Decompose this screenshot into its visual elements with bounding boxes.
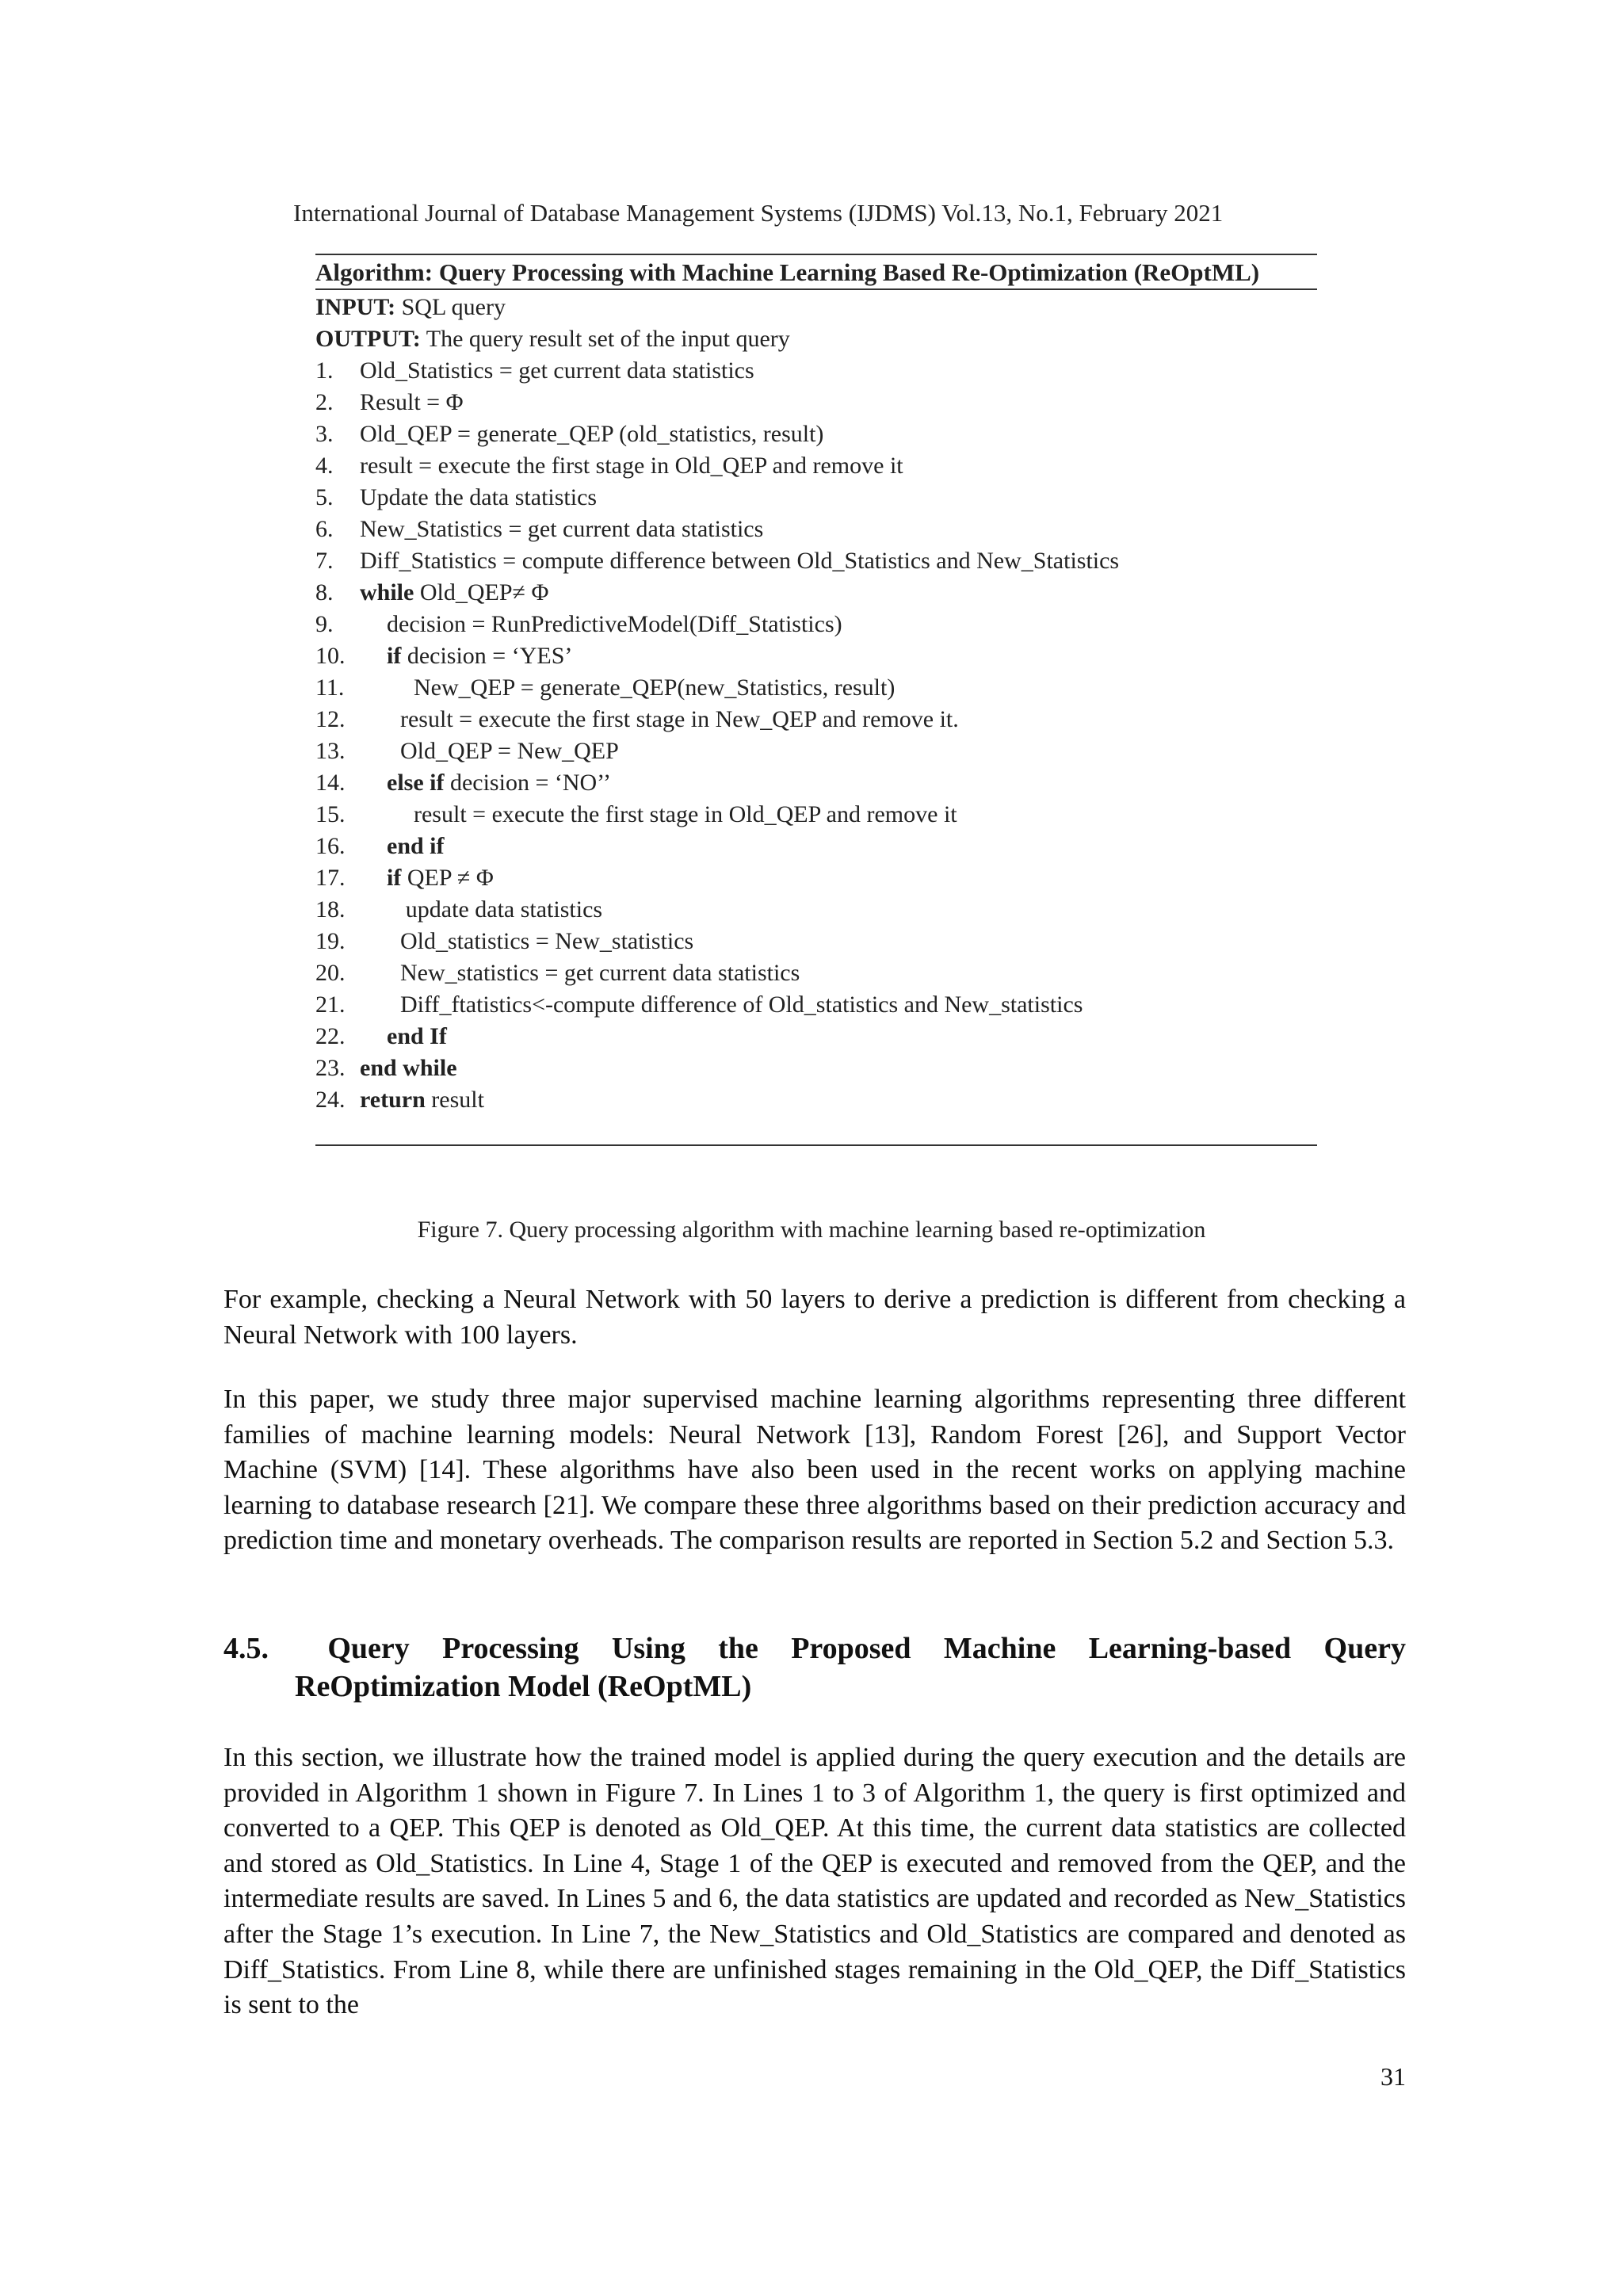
algorithm-statement: update data statistics [405, 896, 603, 923]
algorithm-line [315, 1021, 1317, 1052]
paragraph-2: In this paper, we study three major supervised machine learning algorithms representing three different families of machine learning models: Neural Network [13], Random Forest [26], and Support Vector Machine (SVM) [14]. These algorithms have also been used in the recent works on applying machine learning to database research [21]. We compare these three algorithms based on their prediction accuracy and prediction time and monetary overheads. The comparison results are reported in Section 5.2 and Section 5.3. [223, 1385, 1406, 1556]
algorithm-line-text [360, 482, 1317, 514]
output-label: OUTPUT: [315, 326, 421, 352]
algorithm-line-number: 3. [315, 421, 334, 447]
algorithm-line-text [360, 387, 1317, 418]
algorithm-statement: Old_Statistics = get current data statistics [360, 357, 754, 384]
algorithm-line [315, 640, 1317, 672]
algorithm-bottom-rule [315, 1144, 1317, 1146]
algorithm-line-text [360, 957, 1317, 989]
algorithm-line [315, 545, 1317, 577]
paragraph-1: For example, checking a Neural Network with 50 layers to derive a prediction is different from checking a Neural Network with 100 layers. [223, 1285, 1406, 1350]
algorithm-lines [315, 355, 1317, 1116]
paragraph-3: In this section, we illustrate how the trained model is applied during the query execution and the details are provided in Algorithm 1 shown in Figure 7. In Lines 1 to 3 of Algorithm 1, the query is first optimized and converted to a QEP. This QEP is denoted as Old_QEP. At this time, the current data statistics are collected and stored as Old_Statistics. In Line 4, Stage 1 of the QEP is executed and removed from the QEP, and the intermediate results are saved. In Lines 5 and 6, the data statistics are updated and recorded as New_Statistics after the Stage 1’s execution. In Line 7, the New_Statistics and Old_Statistics are compared and denoted as Diff_Statistics. From Line 8, while there are unfinished stages remaining in the Old_QEP, the Diff_Statistics is sent to the [223, 1743, 1406, 2020]
algorithm-input [315, 292, 1317, 323]
algorithm-line-text [360, 862, 1317, 894]
algorithm-line [315, 862, 1317, 894]
algorithm-line-number: 14. [315, 770, 346, 796]
algorithm-line-number: 22. [315, 1023, 346, 1049]
algorithm-statement: result = execute the first stage in Old_QEP and remove it [360, 453, 903, 479]
algorithm-line-number: 4. [315, 453, 334, 479]
heading-word: Query [1323, 1632, 1406, 1665]
algorithm-statement: decision = ‘NO’’ [444, 770, 611, 796]
algorithm-line-number: 23. [315, 1055, 346, 1081]
algorithm-line [315, 989, 1317, 1021]
algorithm-line-text [360, 355, 1317, 387]
algorithm-statement: result [425, 1087, 484, 1113]
algorithm-line [315, 1084, 1317, 1116]
algorithm-line-text [360, 894, 1317, 926]
algorithm-box [315, 254, 1317, 1146]
algorithm-line-number: 16. [315, 833, 346, 859]
algorithm-line-text [360, 450, 1317, 482]
algorithm-line [315, 957, 1317, 989]
heading-word: Learning-based [1088, 1632, 1292, 1665]
algorithm-line-number: 12. [315, 706, 346, 732]
algorithm-statement: Result = Φ [360, 389, 464, 415]
algorithm-keyword: if [387, 643, 402, 669]
output-text: The query result set of the input query [420, 326, 790, 352]
algorithm-keyword: end If [387, 1023, 447, 1049]
algorithm-statement: decision = ‘YES’ [401, 643, 573, 669]
algorithm-line-text [360, 1052, 1317, 1084]
algorithm-statement: Old_QEP = generate_QEP (old_statistics, result) [360, 421, 824, 447]
input-label: INPUT: [315, 294, 396, 320]
algorithm-line-number: 9. [315, 611, 334, 637]
algorithm-line [315, 514, 1317, 545]
algorithm-line-number: 2. [315, 389, 334, 415]
algorithm-keyword: while [360, 579, 414, 606]
algorithm-line-number: 8. [315, 579, 334, 606]
section-heading-line-1 [223, 1629, 1406, 1668]
algorithm-keyword: if [387, 865, 402, 891]
algorithm-line-number: 15. [315, 801, 346, 827]
algorithm-statement: New_statistics = get current data statistics [400, 960, 800, 986]
algorithm-title: Algorithm: Query Processing with Machine Learning Based Re-Optimization (ReOptML) [315, 258, 1260, 286]
algorithm-line-number: 20. [315, 960, 346, 986]
heading-word: Proposed [791, 1632, 911, 1665]
figure-caption: Figure 7. Query processing algorithm with machine learning based re-optimization [417, 1217, 1206, 1243]
algorithm-body [315, 292, 1317, 1116]
algorithm-keyword: return [360, 1087, 426, 1113]
algorithm-line [315, 577, 1317, 609]
algorithm-statement: Diff_ftatistics<-compute difference of Old_statistics and New_statistics [400, 991, 1083, 1018]
algorithm-statement: QEP ≠ Φ [401, 865, 494, 891]
algorithm-statement: New_Statistics = get current data statistics [360, 516, 764, 542]
algorithm-line-text [360, 735, 1317, 767]
section-heading [223, 1629, 1406, 1706]
algorithm-line [315, 735, 1317, 767]
algorithm-line-text [360, 767, 1317, 799]
algorithm-line [315, 1052, 1317, 1084]
algorithm-line-text [360, 514, 1317, 545]
algorithm-line-number: 17. [315, 865, 346, 891]
algorithm-line-text [360, 577, 1317, 609]
input-text: SQL query [395, 294, 506, 320]
algorithm-line-number: 6. [315, 516, 334, 542]
algorithm-statement: decision = RunPredictiveModel(Diff_Statistics) [387, 611, 842, 637]
algorithm-line-number: 5. [315, 484, 334, 510]
algorithm-output [315, 323, 1317, 355]
algorithm-line [315, 418, 1317, 450]
algorithm-line-number: 24. [315, 1087, 346, 1113]
algorithm-keyword: end if [387, 833, 445, 859]
algorithm-line-text [360, 418, 1317, 450]
algorithm-line-number: 18. [315, 896, 346, 923]
algorithm-line-text [360, 704, 1317, 735]
algorithm-line [315, 672, 1317, 704]
algorithm-line-number: 21. [315, 991, 346, 1018]
algorithm-line [315, 767, 1317, 799]
algorithm-statement: Update the data statistics [360, 484, 598, 510]
algorithm-line-text [360, 989, 1317, 1021]
algorithm-line [315, 450, 1317, 482]
algorithm-line-text [360, 640, 1317, 672]
algorithm-line-text [360, 1084, 1317, 1116]
algorithm-statement: Old_QEP = New_QEP [400, 738, 619, 764]
algorithm-line-number: 13. [315, 738, 346, 764]
algorithm-line-text [360, 672, 1317, 704]
algorithm-keyword: end while [360, 1055, 457, 1081]
algorithm-line-number: 7. [315, 548, 334, 574]
algorithm-line-text [360, 926, 1317, 957]
algorithm-line-text [360, 1021, 1317, 1052]
algorithm-keyword: else if [387, 770, 445, 796]
algorithm-line [315, 799, 1317, 831]
algorithm-line-text [360, 799, 1317, 831]
algorithm-line-text [360, 545, 1317, 577]
algorithm-statement: result = execute the first stage in New_QEP and remove it. [400, 706, 959, 732]
algorithm-line-number: 10. [315, 643, 346, 669]
algorithm-line [315, 894, 1317, 926]
algorithm-line [315, 831, 1317, 862]
algorithm-line-number: 1. [315, 357, 334, 384]
heading-word: Query [327, 1632, 410, 1665]
algorithm-line [315, 926, 1317, 957]
algorithm-line [315, 355, 1317, 387]
algorithm-statement: Diff_Statistics = compute difference between Old_Statistics and New_Statistics [360, 548, 1120, 574]
algorithm-line [315, 704, 1317, 735]
algorithm-statement: Old_QEP≠ Φ [414, 579, 549, 606]
algorithm-line [315, 387, 1317, 418]
heading-word: the [718, 1632, 758, 1665]
algorithm-line [315, 609, 1317, 640]
algorithm-line-number: 19. [315, 928, 346, 954]
algorithm-statement: result = execute the first stage in Old_QEP and remove it [414, 801, 957, 827]
algorithm-line-number: 11. [315, 674, 345, 701]
heading-word: Using [611, 1632, 685, 1665]
section-number: 4.5. [223, 1632, 269, 1665]
heading-word: Machine [943, 1632, 1056, 1665]
algorithm-statement: New_QEP = generate_QEP(new_Statistics, result) [414, 674, 896, 701]
algorithm-line-text [360, 831, 1317, 862]
page-number: 31 [1381, 2062, 1406, 2091]
algorithm-line [315, 482, 1317, 514]
heading-word: Processing [442, 1632, 579, 1665]
algorithm-line-text [360, 609, 1317, 640]
algorithm-statement: Old_statistics = New_statistics [400, 928, 694, 954]
section-heading-line-2: ReOptimization Model (ReOptML) [295, 1670, 752, 1703]
running-header: International Journal of Database Management Systems (IJDMS) Vol.13, No.1, February 2021 [293, 199, 1224, 227]
algorithm-title-rule [315, 288, 1317, 290]
